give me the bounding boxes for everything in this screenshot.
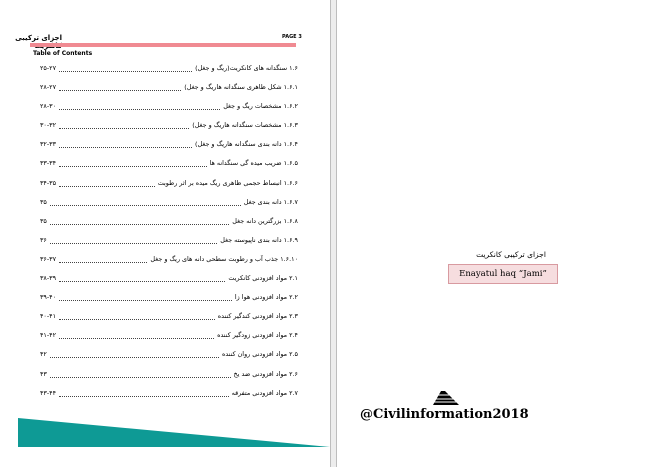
toc-entry-pages: ۴۳-۴۴ <box>40 388 57 397</box>
page-gutter <box>330 0 337 467</box>
toc-entry-text: ۱.۶.۷ دانه بندی جغل <box>243 197 298 206</box>
toc-row <box>40 293 298 312</box>
toc-dot-leader <box>59 336 214 339</box>
toc-entry-text: ۱.۶.۹ دانه بندی ناپیوسته جغل <box>220 235 298 244</box>
toc-entry-text: ۲.۶ مواد افزودنی ضد یخ <box>233 369 298 378</box>
toc-dot-leader <box>59 126 189 129</box>
toc-row <box>40 64 298 83</box>
toc-dot-leader <box>59 69 192 72</box>
toc-entry-text: ۲.۷ مواد افزودنی متفرقه <box>231 388 298 397</box>
toc-row <box>40 255 298 274</box>
toc-entry-text: ۱.۶.۵ ضریب میده گی سنگدانه ها <box>209 159 298 168</box>
toc-row <box>40 217 298 236</box>
toc-entry-pages: ۳۳-۳۴ <box>40 159 57 168</box>
toc-entry-pages: ۳۶-۳۷ <box>40 254 57 263</box>
toc-dot-leader <box>59 107 220 110</box>
toc-entry-pages: ۴۳ <box>40 369 47 378</box>
toc-dot-leader <box>50 355 219 358</box>
toc-entry-text: ۱.۶ سنگدانه های کانکریت(ریگ و جغل) <box>195 64 298 72</box>
toc-row <box>40 389 298 408</box>
toc-row <box>40 140 298 159</box>
toc-dot-leader <box>50 222 229 225</box>
toc-entry-text: ۱.۶.۲ مشخصات ریگ و جغل <box>223 102 298 111</box>
header-page-number: PAGE 3 <box>282 34 302 40</box>
toc-entry-text: ۱.۶.۴ دانه بندی سنگدانه هاریگ و جغل) <box>195 140 298 149</box>
toc-entry-pages: ۳۰-۳۲ <box>40 121 57 130</box>
toc-entry-pages: ۴۰-۴۱ <box>40 312 57 321</box>
toc-dot-leader <box>59 88 181 91</box>
cover-author-box: Enayatul haq “Jami” <box>448 264 558 284</box>
toc-entry-pages: ۳۹-۴۰ <box>40 293 57 302</box>
toc-entry-pages: ۳۴-۳۵ <box>40 178 57 187</box>
toc-entry-text: ۲.۵ مواد افزودنی روان کننده <box>221 350 298 359</box>
toc-entry-pages: ۴۱-۴۲ <box>40 331 57 340</box>
toc-row <box>40 236 298 255</box>
toc-dot-leader <box>59 394 229 397</box>
toc-entry-pages: ۲۸-۲۷ <box>40 83 57 92</box>
toc-row <box>40 331 298 350</box>
toc-entry-pages: ۲۸-۳۰ <box>40 102 57 111</box>
toc-row <box>40 102 298 121</box>
toc-entry-text: ۱.۶.۸ بزرگترین دانه جغل <box>232 216 298 225</box>
toc-heading: Table of Contents <box>33 50 93 57</box>
toc-dot-leader <box>59 298 232 301</box>
cover-title: اجزای ترکیبی کانکریت <box>476 250 546 259</box>
toc-entry-pages: ۳۵ <box>40 197 47 206</box>
toc-entry-text: ۲.۱ مواد افزودنی کانکریت <box>228 274 298 283</box>
toc-entry-pages: ۳۶ <box>40 235 47 244</box>
toc-entry-text: ۲.۴ مواد افزودنی زودگیر کننده <box>217 331 298 340</box>
toc-dot-leader <box>50 203 241 206</box>
toc-row <box>40 370 298 389</box>
toc-entry-pages: ۳۵ <box>40 216 47 225</box>
toc-dot-leader <box>59 184 155 187</box>
toc-entry-pages: ۳۸-۳۹ <box>40 274 57 283</box>
toc-dot-leader <box>59 164 207 167</box>
document-page-right <box>337 0 668 467</box>
toc-entry-text: ۲.۳ مواد افزودنی کندگیر کننده <box>217 312 298 321</box>
table-of-contents <box>40 64 298 408</box>
toc-row <box>40 159 298 178</box>
toc-row <box>40 274 298 293</box>
toc-entry-text: ۱.۶.۱۰ جذب آب و رطوبت سطحی دانه های ریگ و جغل <box>150 254 298 263</box>
toc-entry-pages: ۲۵-۲۷ <box>40 64 57 72</box>
stairs-logo-icon <box>433 389 459 405</box>
toc-entry-text: ۱.۶.۶ انبساط حجمی ظاهری ریگ میده بر اثر رطوبت <box>157 178 298 187</box>
header-rule <box>30 43 296 47</box>
toc-row <box>40 350 298 369</box>
toc-dot-leader <box>59 260 147 263</box>
toc-row <box>40 179 298 198</box>
cover-handle: @Civilinformation2018 <box>360 407 529 422</box>
toc-entry-text: ۲.۲ مواد افزودنی هوا زا <box>234 293 298 302</box>
toc-dot-leader <box>50 375 231 378</box>
toc-row <box>40 121 298 140</box>
toc-entry-text: ۱.۶.۱ شکل ظاهری سنگدانه هاریگ و جغل) <box>184 83 298 92</box>
toc-row <box>40 198 298 217</box>
toc-dot-leader <box>59 317 215 320</box>
toc-entry-text: ۱.۶.۳ مشخصات سنگدانه هاریگ و جغل) <box>192 121 298 130</box>
header-title: اجزای ترکیبی <box>15 34 62 42</box>
document-page-left <box>0 0 330 467</box>
toc-dot-leader <box>59 145 192 148</box>
teal-decoration <box>18 418 330 447</box>
toc-row <box>40 312 298 331</box>
toc-dot-leader <box>59 279 225 282</box>
toc-entry-pages: ۳۲-۳۳ <box>40 140 57 149</box>
toc-entry-pages: ۴۲ <box>40 350 47 359</box>
toc-dot-leader <box>50 241 217 244</box>
toc-row <box>40 83 298 102</box>
